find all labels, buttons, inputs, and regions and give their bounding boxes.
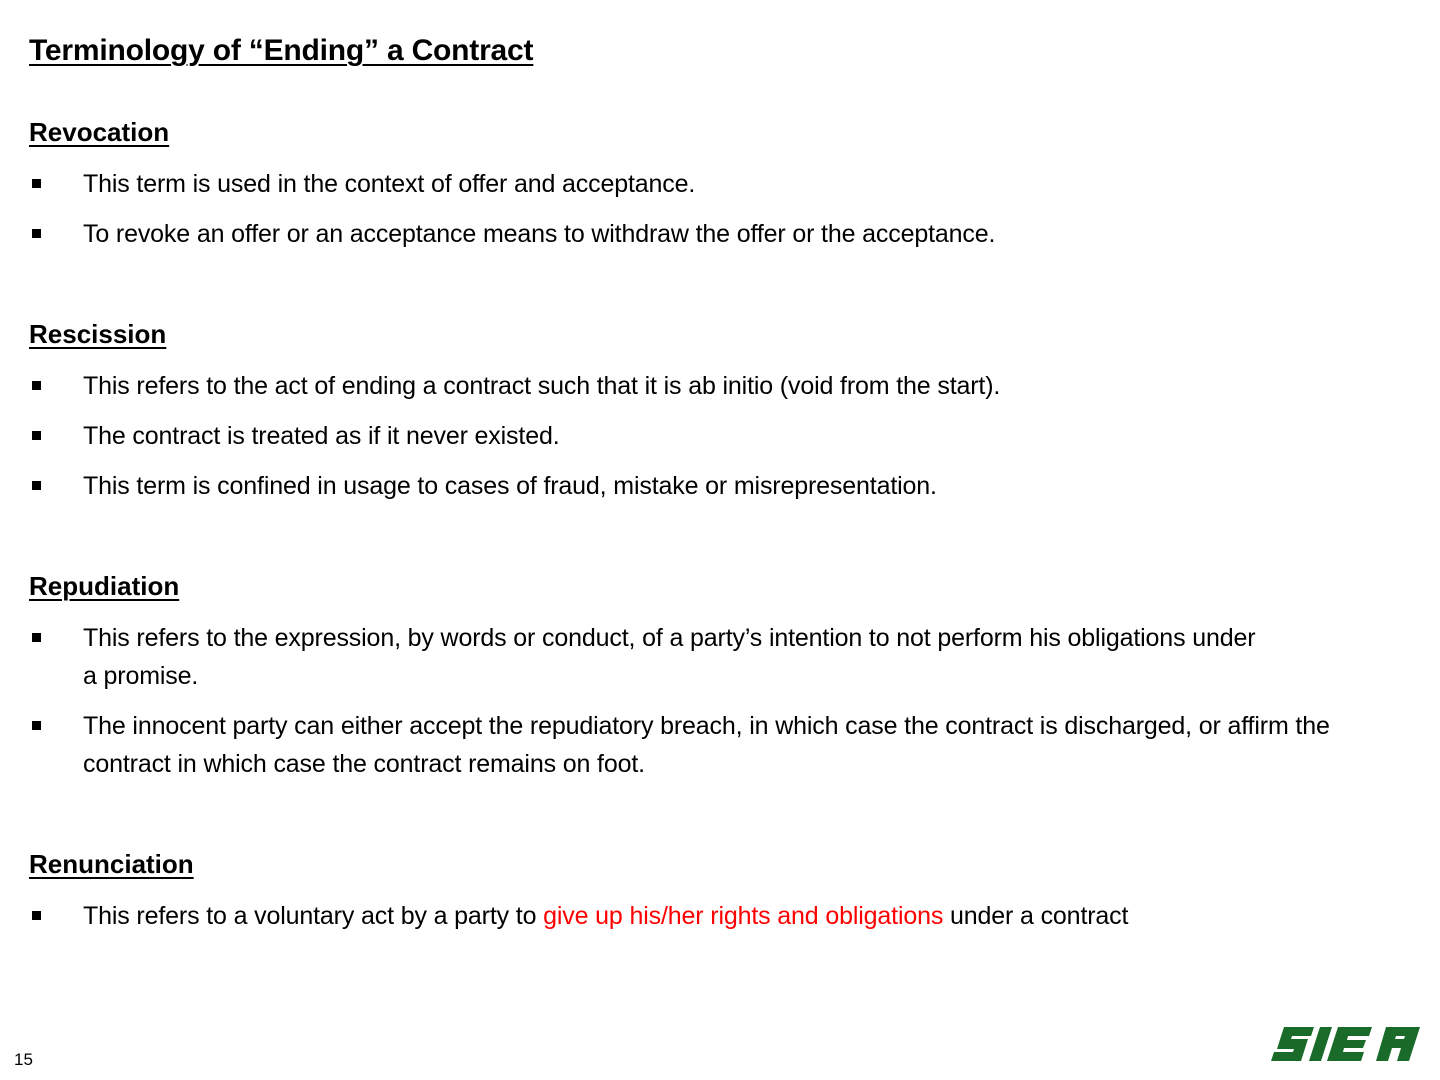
square-bullet-icon: [32, 911, 41, 920]
square-bullet-icon: [32, 431, 41, 440]
siea-logo-mark: [1271, 1027, 1420, 1061]
bullet-item: [29, 707, 1419, 783]
section-rescission: [29, 317, 1419, 517]
bullet-list: [29, 897, 1419, 935]
bullet-item: [29, 417, 1419, 455]
bullet-item: [29, 897, 1419, 935]
siea-logo: [1268, 1024, 1422, 1064]
bullet-text: To revoke an offer or an acceptance means to withdraw the offer or the acceptance.: [83, 220, 996, 248]
section-repudiation: [29, 569, 1419, 795]
square-bullet-icon: [32, 633, 41, 642]
bullet-text: The innocent party can either accept the repudiatory breach, in which case the contract is discharged, or affirm the contract in which case the contract remains on foot.: [83, 712, 1330, 778]
bullet-text-after: under a contract: [943, 902, 1129, 930]
square-bullet-icon: [32, 179, 41, 188]
section-heading: Rescission: [29, 319, 167, 349]
square-bullet-icon: [32, 721, 41, 730]
square-bullet-icon: [32, 381, 41, 390]
section-heading: Renunciation: [29, 849, 194, 879]
bullet-item: [29, 215, 1419, 253]
section-revocation: [29, 115, 1419, 265]
highlighted-text: give up his/her rights and obligations: [543, 902, 944, 930]
page-number: 15: [14, 1050, 33, 1069]
bullet-list: [29, 367, 1419, 505]
bullet-text: The contract is treated as if it never existed.: [83, 422, 560, 450]
bullet-list: [29, 619, 1419, 783]
bullet-text: This refers to the expression, by words or conduct, of a party’s intention to not perform his obligations under a promise.: [83, 624, 1256, 690]
bullet-list: [29, 165, 1419, 253]
bullet-text: This term is confined in usage to cases of fraud, mistake or misrepresentation.: [83, 472, 937, 500]
bullet-text: This term is used in the context of offer and acceptance.: [83, 170, 696, 198]
section-heading: Repudiation: [29, 571, 180, 601]
bullet-item: [29, 619, 1419, 695]
square-bullet-icon: [32, 481, 41, 490]
bullet-item: [29, 367, 1419, 405]
square-bullet-icon: [32, 229, 41, 238]
bullet-text: This refers to the act of ending a contract such that it is ab initio (void from the start).: [83, 372, 1001, 400]
bullet-text-before: This refers to a voluntary act by a party to: [83, 902, 544, 930]
bullet-item: [29, 467, 1419, 505]
section-renunciation: [29, 847, 1419, 947]
section-heading: Revocation: [29, 117, 170, 147]
slide-title: Terminology of “Ending” a Contract: [29, 34, 534, 67]
bullet-item: [29, 165, 1419, 203]
